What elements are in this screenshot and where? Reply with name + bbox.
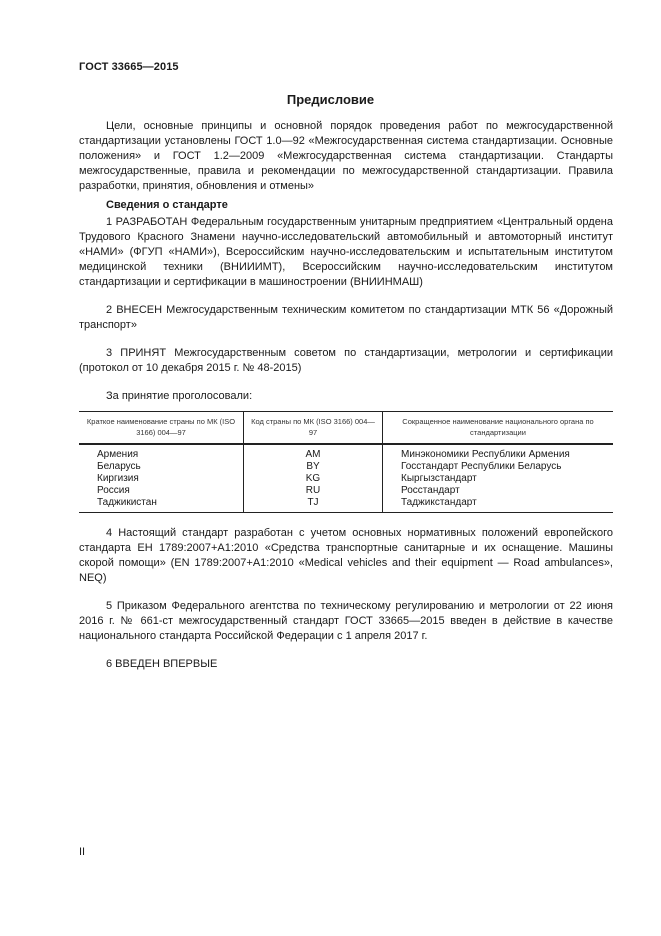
document-body [79, 119, 613, 672]
paragraph-based-on: 4 Настоящий стандарт разработан с учетом основных нормативных положений европейского стандарта ЕН 1789:2007+А1:2010 «Средства транспортные санитарные и их оснащение. Машины скорой помощи» (EN 1789:2007+A1:2010 «Medical vehicles and their equipment — Road ambulances», NEQ) [79, 527, 613, 584]
cell-code: TJ [244, 497, 383, 513]
cell-body: Минэкономики Республики Армения [401, 449, 570, 460]
header-country-name: Краткое наименование страны по МК (ISO 3166) 004—97 [79, 412, 244, 445]
cell-country: Армения [79, 444, 244, 461]
table-row [79, 461, 613, 473]
cell-country: Россия [79, 485, 244, 497]
cell-code: AM [244, 444, 383, 461]
cell-body: Росстандарт [401, 485, 460, 496]
paragraph-order: 5 Приказом Федерального агентства по техническому регулированию и метрологии от 22 июня 2016 г. № 661-ст межгосударственный стандарт ГОСТ 33665—2015 введен в действие в качестве национального стандарта Российской Федерации с 1 апреля 2017 г. [79, 600, 613, 642]
votes-table [79, 411, 613, 513]
header-country-code: Код страны по МК (ISO 3166) 004—97 [244, 412, 383, 445]
cell-code: BY [244, 461, 383, 473]
cell-body: Таджикстандарт [383, 497, 614, 513]
cell-code: KG [244, 473, 383, 485]
table-header-row [79, 412, 613, 445]
cell-country: Беларусь [79, 461, 244, 473]
paragraph-introduced-by: 2 ВНЕСЕН Межгосударственным техническим комитетом по стандартизации МТК 56 «Дорожный транспорт» [79, 304, 613, 331]
table-row [79, 444, 613, 461]
paragraph-first-introduced: 6 ВВЕДЕН ВПЕРВЫЕ [106, 658, 218, 670]
page-number: II [79, 846, 86, 858]
cell-code: RU [244, 485, 383, 497]
table-row [79, 485, 613, 497]
cell-country: Киргизия [79, 473, 244, 485]
intro-paragraph: Цели, основные принципы и основной порядок проведения работ по межгосударственной стандартизации установлены ГОСТ 1.0—92 «Межгосударственная система стандартизации. Основные положения» и ГОСТ 1.2—2009 «Межгосударственная система стандартизации. Стандарты межгосударственные, правила и рекомендации по межгосударственной стандартизации. Правила разработки, принятия, обновления и отмены» [79, 120, 613, 192]
table-row [79, 473, 613, 485]
section-title: Сведения о стандарте [106, 199, 228, 211]
header-standards-body: Сокращенное наименование национального органа по стандартизации [383, 412, 614, 445]
table-row [79, 497, 613, 513]
cell-country: Таджикистан [79, 497, 244, 513]
votes-label: За принятие проголосовали: [106, 390, 253, 402]
paragraph-developed-by: 1 РАЗРАБОТАН Федеральным государственным унитарным предприятием «Центральный ордена Трудового Красного Знамени научно-исследовательский автомобильный и автомоторный институт «НАМИ» (ФГУП «НАМИ»), Всероссийским научно-исследовательским и испытательным институтом медицинской техники (ВНИИИМТ), Всероссийским научно-исследовательским институтом стандартизации и сертификации в машиностроении (ВНИИНМАШ) [79, 216, 613, 288]
cell-body: Госстандарт Республики Беларусь [401, 461, 562, 472]
cell-body: Кыргызстандарт [401, 473, 477, 484]
page-title: Предисловие [286, 92, 375, 107]
paragraph-adopted-by: 3 ПРИНЯТ Межгосударственным советом по стандартизации, метрологии и сертификации (протокол от 10 декабря 2015 г. № 48-2015) [79, 347, 613, 374]
document-id-header: ГОСТ 33665—2015 [79, 61, 179, 73]
